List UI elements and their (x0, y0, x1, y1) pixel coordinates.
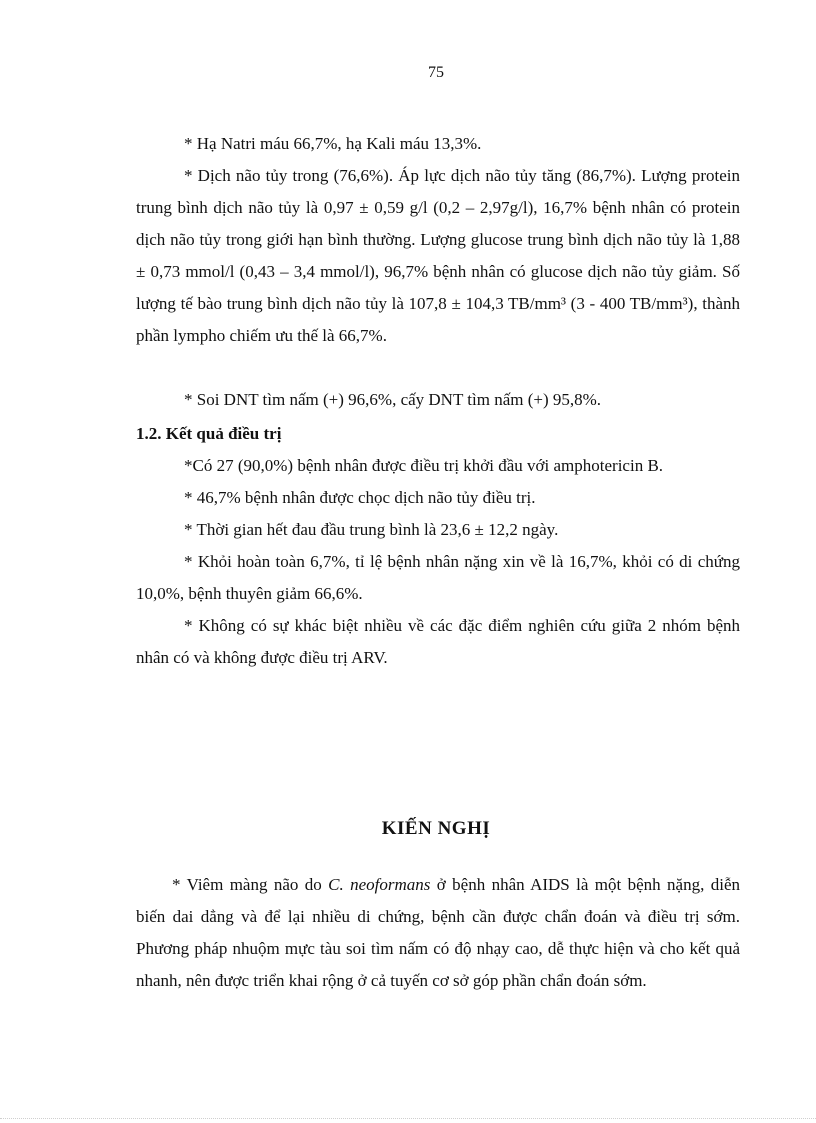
treatment-outcome: * Khỏi hoàn toàn 6,7%, tỉ lệ bệnh nhân nặng xin về là 16,7%, khỏi có di chứng 10,0%, bệnh thuyên giảm 66,6%. (136, 552, 740, 603)
recommendation-paragraph (136, 869, 740, 997)
treatment-heading: 1.2. Kết quả điều trị (136, 424, 282, 443)
species-name: C. neoformans (328, 875, 431, 894)
treatment-arv-comparison: * Không có sự khác biệt nhiều về các đặc điểm nghiên cứu giữa 2 nhóm bệnh nhân có và không được điều trị ARV. (136, 616, 740, 667)
treatment-headache-duration: * Thời gian hết đau đầu trung bình là 23,6 ± 12,2 ngày. (184, 520, 559, 539)
page-number: 75 (428, 64, 444, 81)
result-fungal-test: * Soi DNT tìm nấm (+) 96,6%, cấy DNT tìm nấm (+) 95,8%. (184, 390, 602, 409)
result-csf: * Dịch não tủy trong (76,6%). Áp lực dịch não tủy tăng (86,7%). Lượng protein trung bình dịch não tủy là 0,97 ± 0,59 g/l (0,2 – 2,97g/l), 16,7% bệnh nhân có protein dịch não tủy trong giới hạn bình thường. Lượng glucose trung bình dịch não tủy là 1,88 ± 0,73 mmol/l (0,43 – 3,4 mmol/l), 96,7% bệnh nhân có glucose dịch não tủy giảm. Số lượng tế bào trung bình dịch não tủy là 107,8 ± 104,3 TB/mm³ (3 - 400 TB/mm³), thành phần lympho chiếm ưu thế là 66,7%. (136, 166, 740, 345)
recommendation-rest: ở bệnh nhân AIDS là một bệnh nặng, diễn biến dai dẳng và để lại nhiều di chứng, bệnh cần được chẩn đoán và điều trị sớm. Phương pháp nhuộm mực tàu soi tìm nấm có độ nhạy cao, dễ thực hiện và cho kết quả nhanh, nên được triển khai rộng ở cả tuyến cơ sở góp phần chẩn đoán sớm. (136, 875, 740, 990)
page-bottom-border (0, 1118, 816, 1119)
recommendation-lead: * Viêm màng não do (172, 875, 329, 894)
recommendation-title: KIẾN NGHỊ (381, 818, 491, 839)
treatment-amphotericin: *Có 27 (90,0%) bệnh nhân được điều trị khởi đầu với amphotericin B. (184, 456, 664, 475)
result-sodium-potassium: * Hạ Natri máu 66,7%, hạ Kali máu 13,3%. (184, 134, 482, 153)
treatment-lumbar-puncture: * 46,7% bệnh nhân được chọc dịch não tủy điều trị. (184, 488, 536, 507)
